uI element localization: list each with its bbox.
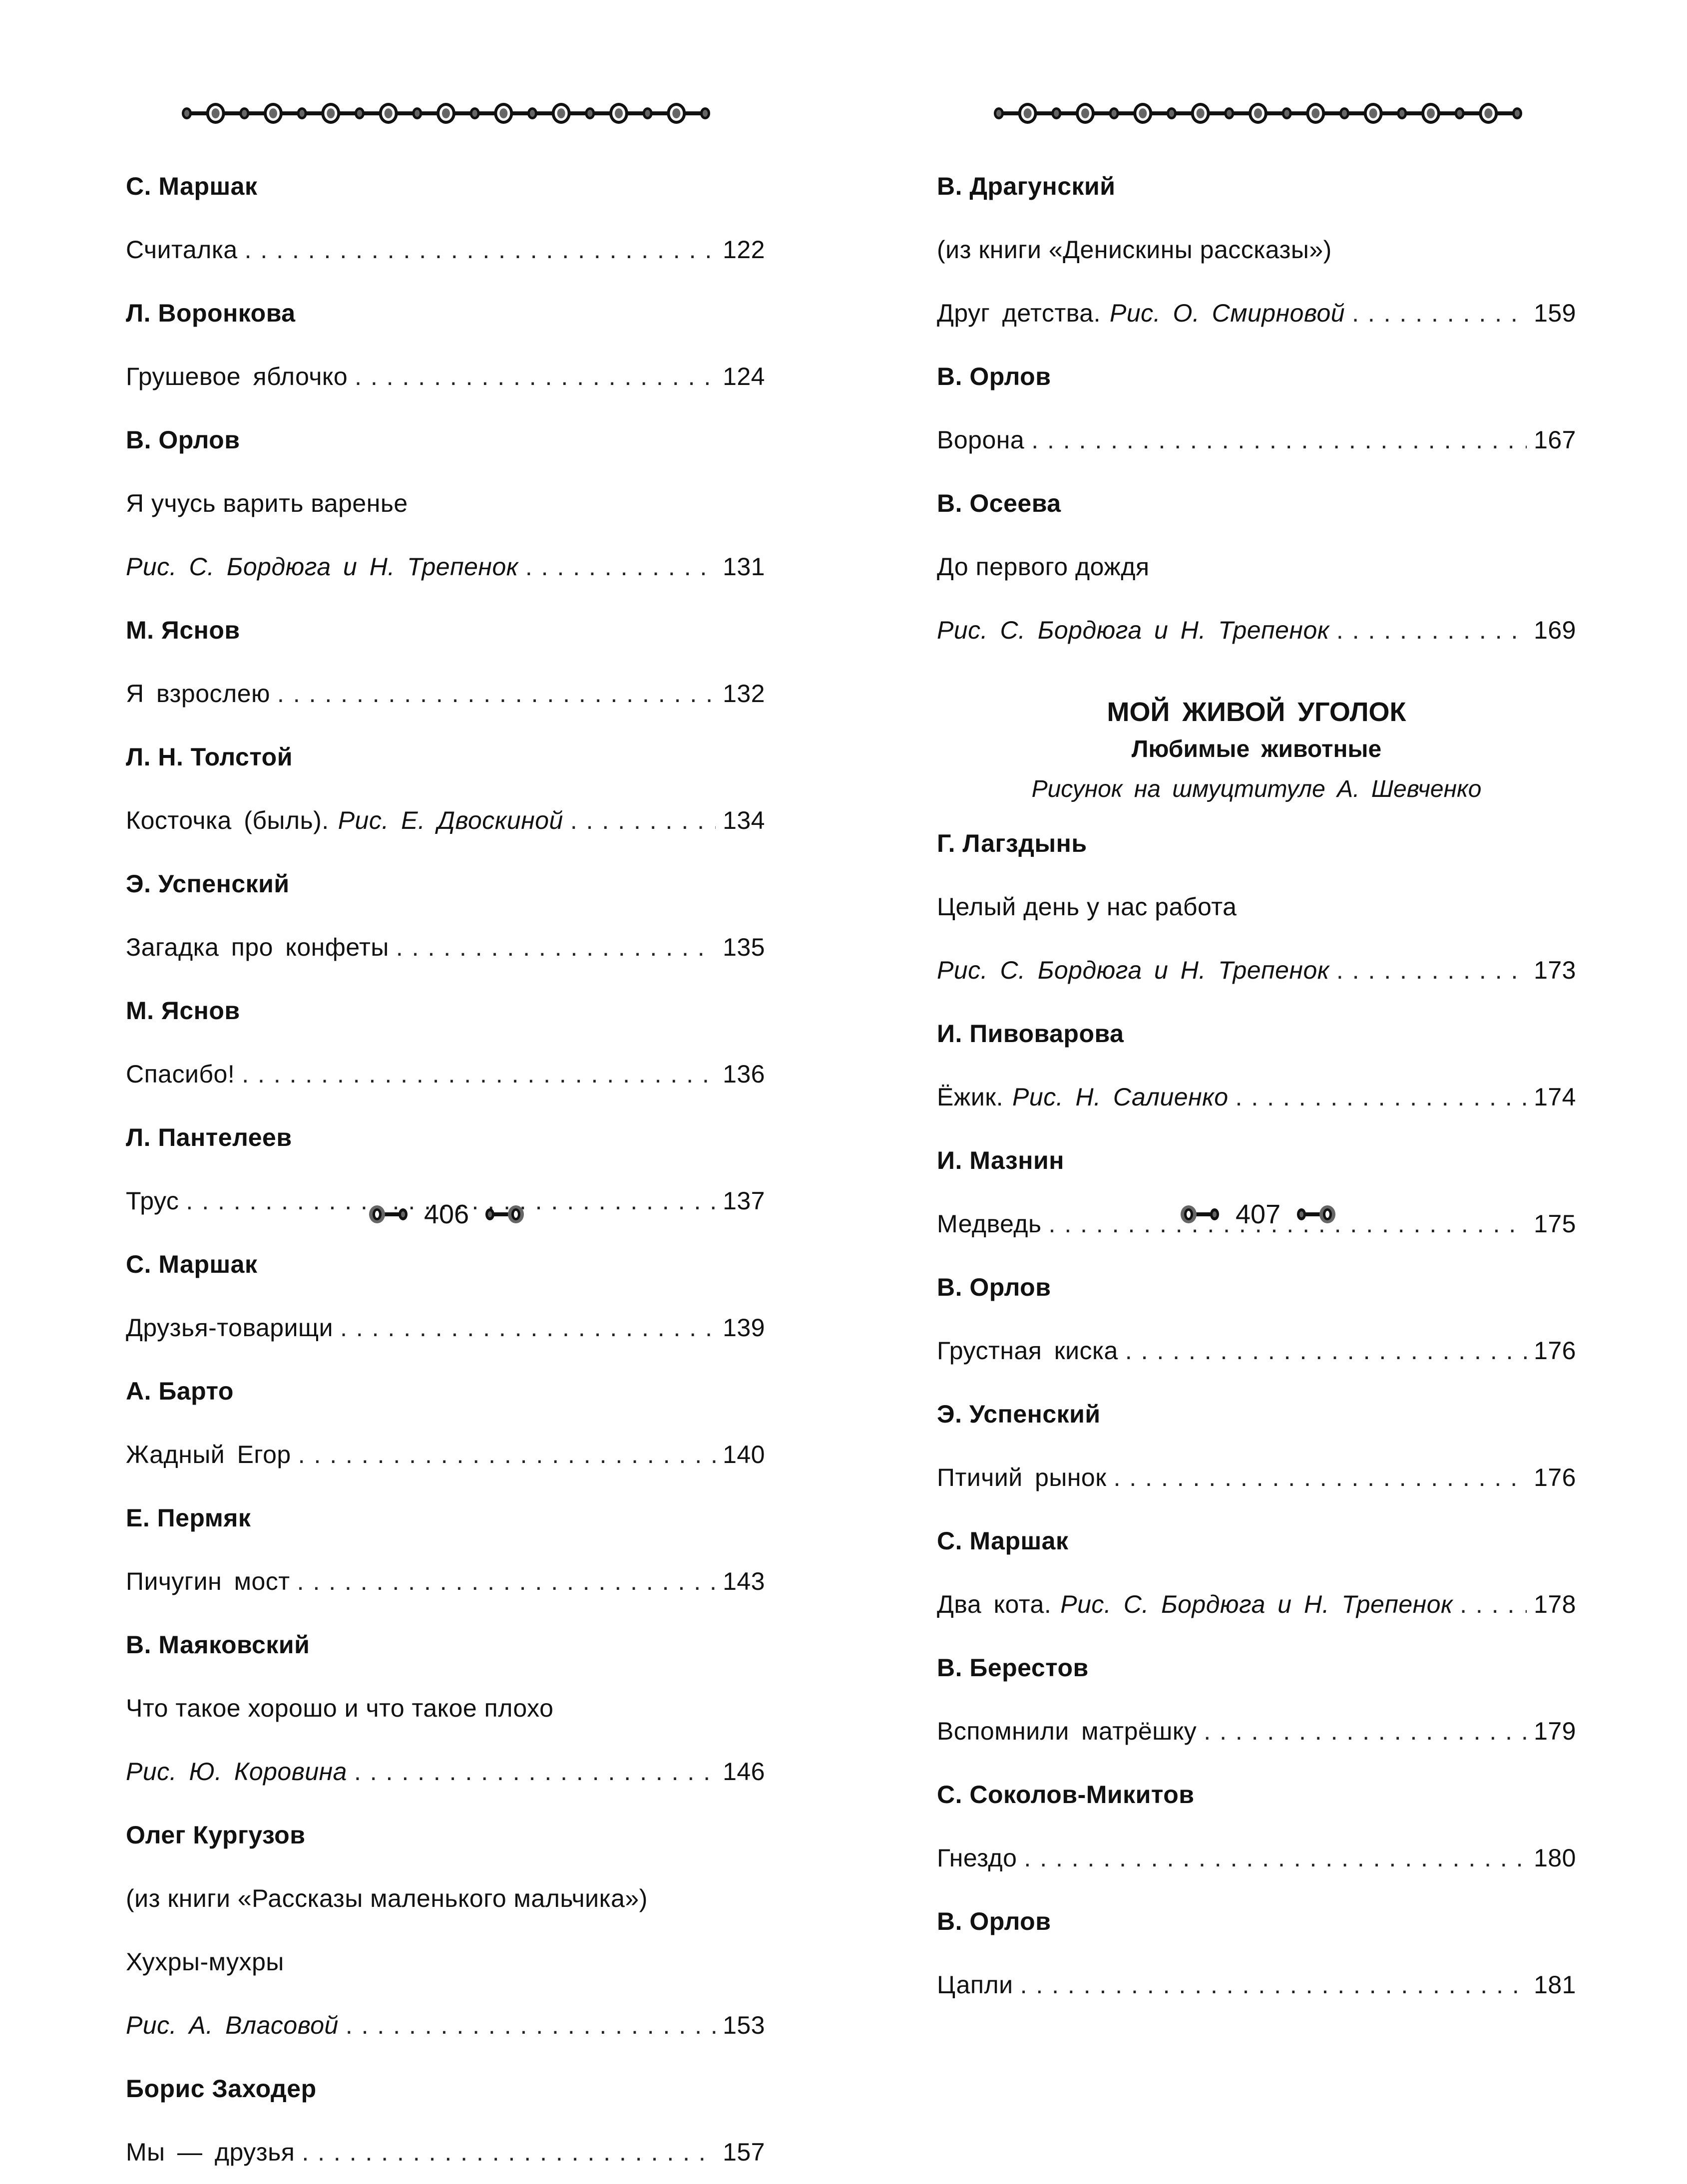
- ring-bead-icon: [494, 103, 513, 124]
- toc-author: Г. Лагздынь: [937, 829, 1087, 857]
- bead-chain-ornament-icon: [180, 102, 712, 124]
- small-bead-icon: [1051, 107, 1061, 119]
- entry-page-number: 136: [723, 1060, 765, 1088]
- ring-bead-icon: [1018, 103, 1037, 124]
- small-bead-icon: [182, 107, 192, 119]
- toc-note: Я учусь варить варенье: [126, 489, 408, 517]
- entry-title: Медведь: [937, 1210, 1042, 1238]
- entry-page-number: 131: [723, 553, 765, 581]
- leader-dots: [1125, 1319, 1527, 1383]
- toc-entry[interactable]: [937, 599, 1576, 662]
- leader-dots: [245, 218, 716, 282]
- entry-illustrator: Рис. С. Бордюга и Н. Трепенок: [126, 553, 518, 581]
- small-bead-icon: [239, 107, 249, 119]
- toc-entry[interactable]: [937, 1066, 1576, 1129]
- toc-author: В. Орлов: [937, 1907, 1051, 1935]
- entry-illustrator: Рис. С. Бордюга и Н. Трепенок: [937, 616, 1329, 644]
- toc-entry[interactable]: [937, 1953, 1576, 2017]
- leader-dots: [1024, 1826, 1527, 1890]
- entry-title: Друг детства.: [937, 299, 1101, 327]
- toc-author: М. Яснов: [126, 997, 240, 1025]
- entry-title: Цапли: [937, 1971, 1013, 1999]
- toc-author: В. Орлов: [126, 426, 240, 454]
- leader-dots: [298, 1423, 716, 1486]
- entry-title: Два кота.: [937, 1590, 1052, 1618]
- toc-author: Л. Пантелеев: [126, 1123, 292, 1151]
- entry-page-number: 153: [723, 2011, 765, 2039]
- entry-illustrator: Рис. О. Смирновой: [1110, 299, 1345, 327]
- entry-page-number: 176: [1534, 1337, 1576, 1365]
- leader-dots: [354, 1740, 716, 1804]
- leader-dots: [396, 916, 716, 979]
- leader-dots: [1204, 1700, 1527, 1763]
- ring-bead-icon: [1421, 103, 1440, 124]
- leader-dots: [277, 662, 716, 726]
- leader-dots: [1336, 939, 1527, 1002]
- leader-dots: [1031, 408, 1527, 472]
- small-bead-icon: [1282, 107, 1292, 119]
- entry-page-number: 135: [723, 933, 765, 961]
- entry-page-number: 180: [1534, 1844, 1576, 1872]
- small-bead-icon: [1109, 107, 1119, 119]
- entry-title: Ёжик.: [937, 1083, 1004, 1111]
- ring-bead-icon: [379, 103, 398, 124]
- toc-entry[interactable]: [937, 408, 1576, 472]
- small-bead-icon: [1397, 107, 1407, 119]
- small-bead-icon: [1167, 107, 1177, 119]
- toc-entry[interactable]: [126, 789, 765, 852]
- entry-page-number: 169: [1534, 616, 1576, 644]
- ring-bead-icon: [609, 103, 628, 124]
- toc-note: (из книги «Денискины рассказы»): [937, 236, 1332, 264]
- entry-title: Косточка (быль).: [126, 806, 329, 834]
- toc-note: Хухры-мухры: [126, 1948, 284, 1976]
- entry-page-number: 140: [723, 1441, 765, 1468]
- leader-dots: [1352, 282, 1527, 345]
- toc-list: [937, 155, 1576, 2017]
- ring-bead-icon: [1479, 103, 1498, 124]
- ring-bead-icon: [264, 103, 283, 124]
- leader-dots: [346, 1994, 716, 2057]
- small-bead-icon: [355, 107, 365, 119]
- small-bead-icon: [700, 107, 710, 119]
- toc-author: И. Мазнин: [937, 1146, 1064, 1174]
- entry-title: Считалка: [126, 236, 238, 264]
- entry-title: Гнездо: [937, 1844, 1017, 1872]
- page-number-footer: [1179, 1194, 1337, 1234]
- entry-page-number: 174: [1534, 1083, 1576, 1111]
- entry-page-number: 139: [723, 1314, 765, 1342]
- ring-bead-icon: [667, 103, 686, 124]
- toc-author: М. Яснов: [126, 616, 240, 644]
- leader-dots: [1460, 1573, 1527, 1636]
- bead-chain-ornament-icon: [992, 102, 1524, 124]
- ring-bead-icon: [436, 103, 455, 124]
- leader-dots: [570, 789, 716, 852]
- toc-entry[interactable]: [126, 662, 765, 726]
- entry-page-number: 124: [723, 363, 765, 390]
- ring-bead-icon: [321, 103, 340, 124]
- toc-author: В. Орлов: [937, 1273, 1051, 1301]
- bead-left-icon: [1179, 1203, 1229, 1225]
- leader-dots: [302, 2121, 716, 2184]
- entry-page-number: 157: [723, 2138, 765, 2166]
- toc-author: Л. Воронкова: [126, 299, 296, 327]
- toc-entry[interactable]: [937, 1319, 1576, 1383]
- toc-author: В. Орлов: [937, 363, 1051, 390]
- small-bead-icon: [994, 107, 1004, 119]
- toc-entry[interactable]: [126, 535, 765, 599]
- entry-page-number: 146: [723, 1758, 765, 1786]
- small-bead-icon: [1339, 107, 1349, 119]
- toc-entry[interactable]: [937, 939, 1576, 1002]
- small-bead-icon: [1455, 107, 1465, 119]
- toc-entry[interactable]: [126, 1296, 765, 1360]
- entry-page-number: 122: [723, 236, 765, 264]
- entry-title: Ворона: [937, 426, 1025, 454]
- entry-title: Друзья-товарищи: [126, 1314, 334, 1342]
- small-bead-icon: [470, 107, 480, 119]
- toc-list: [126, 155, 765, 2184]
- entry-illustrator: Рис. С. Бордюга и Н. Трепенок: [1060, 1590, 1453, 1618]
- entry-page-number: 159: [1534, 299, 1576, 327]
- ring-bead-icon: [1249, 103, 1267, 124]
- toc-note: Что такое хорошо и что такое плохо: [126, 1694, 554, 1722]
- leader-dots: [1020, 1953, 1527, 2017]
- toc-author: С. Маршак: [937, 1527, 1069, 1555]
- entry-title: Я взрослею: [126, 680, 271, 708]
- toc-entry[interactable]: [937, 1573, 1576, 1636]
- small-bead-icon: [585, 107, 595, 119]
- toc-author: В. Драгунский: [937, 172, 1116, 200]
- entry-illustrator: Рис. Е. Двоскиной: [338, 806, 563, 834]
- toc-author: С. Соколов-Микитов: [937, 1781, 1195, 1809]
- toc-author: С. Маршак: [126, 1250, 258, 1278]
- leader-dots: [525, 535, 716, 599]
- leader-dots: [340, 1296, 716, 1360]
- toc-entry[interactable]: [126, 1043, 765, 1106]
- entry-page-number: 132: [723, 680, 765, 708]
- entry-title: Спасибо!: [126, 1060, 235, 1088]
- small-bead-icon: [297, 107, 307, 119]
- toc-entry[interactable]: [126, 916, 765, 979]
- entry-title: Птичий рынок: [937, 1463, 1107, 1491]
- entry-title: Вспомнили матрёшку: [937, 1717, 1197, 1745]
- entry-page-number: 176: [1534, 1463, 1576, 1491]
- toc-entry[interactable]: [937, 1446, 1576, 1509]
- entry-illustrator: Рис. А. Власовой: [126, 2011, 339, 2039]
- entry-illustrator: Рис. С. Бордюга и Н. Трепенок: [937, 956, 1329, 984]
- toc-entry[interactable]: [937, 282, 1576, 345]
- section-illustration-note: Рисунок на шмуцтитуле А. Шевченко: [1031, 776, 1482, 802]
- leader-dots: [355, 345, 716, 408]
- leader-dots: [1336, 599, 1527, 662]
- section-heading: [937, 662, 1576, 812]
- small-bead-icon: [527, 107, 537, 119]
- entry-title: Жадный Егор: [126, 1441, 291, 1468]
- toc-note: Целый день у нас работа: [937, 893, 1237, 921]
- toc-entry[interactable]: [126, 1740, 765, 1804]
- ring-bead-icon: [206, 103, 225, 124]
- toc-entry[interactable]: [126, 2121, 765, 2184]
- section-title: МОЙ ЖИВОЙ УГОЛОК: [1107, 697, 1406, 727]
- toc-entry[interactable]: [126, 1550, 765, 1613]
- toc-author: Э. Успенский: [937, 1400, 1101, 1428]
- toc-entry[interactable]: [937, 1700, 1576, 1763]
- leader-dots: [1236, 1066, 1527, 1129]
- entry-title: Загадка про конфеты: [126, 933, 389, 961]
- page-number: 406: [424, 1199, 469, 1229]
- entry-page-number: 181: [1534, 1971, 1576, 1999]
- entry-title: Мы — друзья: [126, 2138, 295, 2166]
- bead-left-icon: [367, 1203, 417, 1225]
- entry-title: Пичугин мост: [126, 1567, 290, 1595]
- toc-author: С. Маршак: [126, 172, 258, 200]
- entry-page-number: 173: [1534, 956, 1576, 984]
- toc-author: Э. Успенский: [126, 870, 290, 898]
- entry-page-number: 167: [1534, 426, 1576, 454]
- toc-author: Олег Кургузов: [126, 1821, 306, 1849]
- toc-entry[interactable]: [126, 1423, 765, 1486]
- small-bead-icon: [643, 107, 653, 119]
- toc-entry[interactable]: [937, 1826, 1576, 1890]
- leader-dots: [1114, 1446, 1527, 1509]
- toc-author: Борис Заходер: [126, 2075, 317, 2103]
- toc-author: Л. Н. Толстой: [126, 743, 293, 771]
- small-bead-icon: [412, 107, 422, 119]
- entry-page-number: 175: [1534, 1210, 1576, 1238]
- toc-author: В. Осеева: [937, 489, 1061, 517]
- ring-bead-icon: [1076, 103, 1095, 124]
- small-bead-icon: [1512, 107, 1522, 119]
- ring-bead-icon: [1306, 103, 1325, 124]
- section-subtitle: Любимые животные: [1131, 736, 1382, 762]
- entry-title: Трус: [126, 1187, 179, 1215]
- ring-bead-icon: [552, 103, 571, 124]
- entry-page-number: 134: [723, 806, 765, 834]
- entry-illustrator: Рис. Н. Салиенко: [1012, 1083, 1229, 1111]
- toc-entry[interactable]: [126, 218, 765, 282]
- ring-bead-icon: [1364, 103, 1383, 124]
- toc-note: (из книги «Рассказы маленького мальчика»): [126, 1884, 648, 1912]
- toc-entry[interactable]: [126, 345, 765, 408]
- toc-note: До первого дождя: [937, 553, 1150, 581]
- entry-title: Грушевое яблочко: [126, 363, 348, 390]
- page-number-footer: [367, 1194, 526, 1234]
- toc-author: А. Барто: [126, 1377, 234, 1405]
- toc-author: В. Берестов: [937, 1654, 1089, 1682]
- toc-author: Е. Пермяк: [126, 1504, 251, 1532]
- ring-bead-icon: [1191, 103, 1210, 124]
- small-bead-icon: [1224, 107, 1234, 119]
- entry-title: Грустная киска: [937, 1337, 1118, 1365]
- entry-page-number: 143: [723, 1567, 765, 1595]
- entry-illustrator: Рис. Ю. Коровина: [126, 1758, 347, 1786]
- toc-author: И. Пивоварова: [937, 1020, 1124, 1048]
- toc-entry[interactable]: [126, 1994, 765, 2057]
- page-number: 407: [1236, 1199, 1281, 1229]
- bead-right-icon: [1287, 1203, 1337, 1225]
- bead-right-icon: [476, 1203, 526, 1225]
- toc-author: В. Маяковский: [126, 1631, 310, 1659]
- entry-page-number: 137: [723, 1187, 765, 1215]
- leader-dots: [242, 1043, 716, 1106]
- ring-bead-icon: [1133, 103, 1152, 124]
- entry-page-number: 179: [1534, 1717, 1576, 1745]
- leader-dots: [297, 1550, 716, 1613]
- entry-page-number: 178: [1534, 1590, 1576, 1618]
